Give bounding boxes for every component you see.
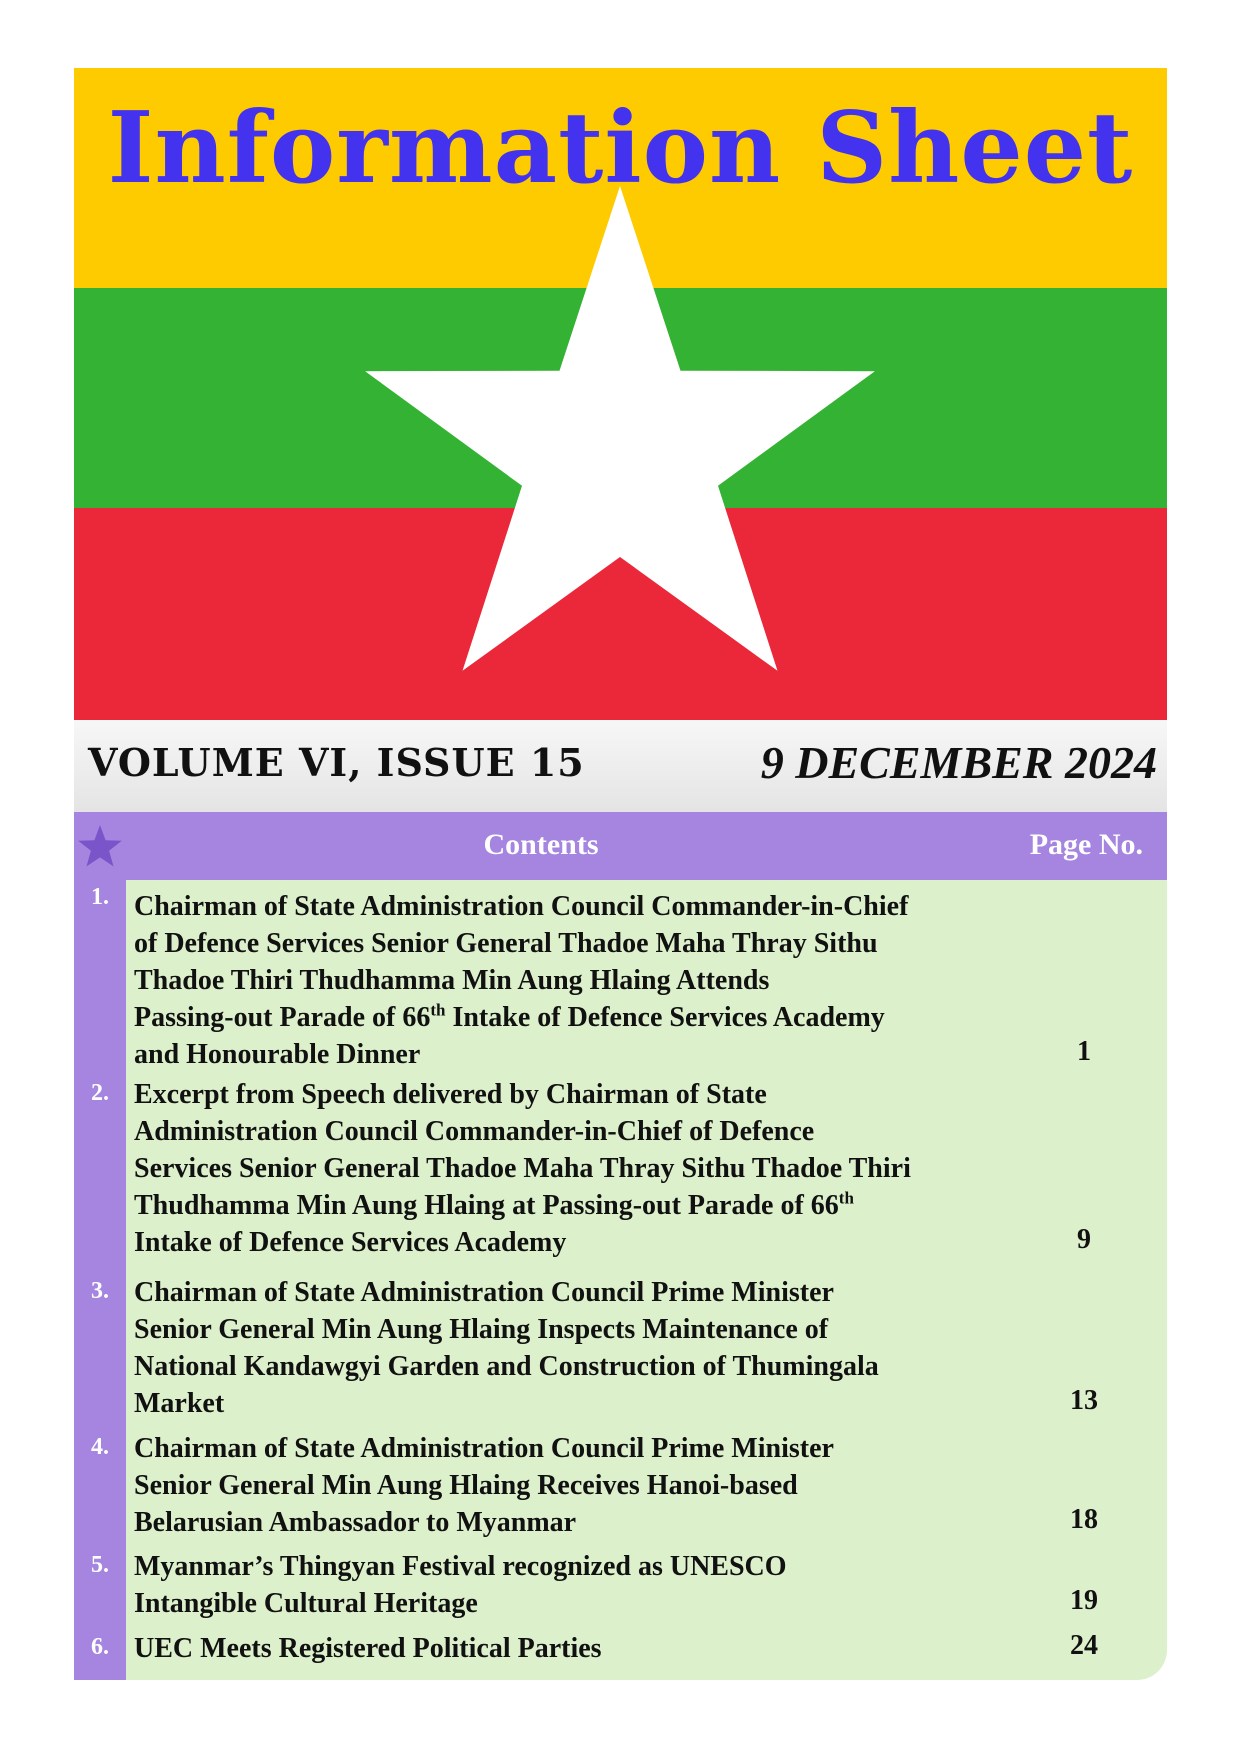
contents-header bbox=[126, 812, 1167, 880]
item-title[interactable] bbox=[134, 1430, 994, 1541]
item-title-line bbox=[134, 1187, 994, 1224]
volume-issue-label: VOLUME VI, ISSUE 15 bbox=[88, 740, 585, 785]
item-title[interactable] bbox=[134, 1548, 994, 1622]
number-column bbox=[74, 812, 126, 1680]
item-title-line: Myanmar’s Thingyan Festival recognized as UNESCO bbox=[134, 1551, 787, 1582]
item-title-text: Passing-out Parade of 66 bbox=[134, 1002, 431, 1033]
item-page-number: 19 bbox=[1070, 1585, 1098, 1616]
contents-table bbox=[74, 812, 1167, 1680]
contents-heading: Contents bbox=[483, 828, 599, 861]
star-icon bbox=[76, 822, 124, 870]
issue-date: 9 DECEMBER 2024 bbox=[760, 737, 1157, 788]
issue-bar bbox=[74, 720, 1167, 812]
item-title-line: Administration Council Commander-in-Chief of Defence bbox=[134, 1116, 815, 1147]
item-title-line: of Defence Services Senior General Thadoe Maha Thray Sithu bbox=[134, 928, 878, 959]
item-number: 2. bbox=[91, 1080, 109, 1106]
item-title-line: and Honourable Dinner bbox=[134, 1039, 421, 1070]
item-title[interactable] bbox=[134, 1076, 994, 1261]
item-title-line: UEC Meets Registered Political Parties bbox=[134, 1633, 602, 1664]
item-title-line: Services Senior General Thadoe Maha Thray Sithu Thadoe Thiri bbox=[134, 1153, 911, 1184]
item-title-line: National Kandawgyi Garden and Construction of Thumingala bbox=[134, 1351, 879, 1382]
item-title-text: Thudhamma Min Aung Hlaing at Passing-out Parade of 66 bbox=[134, 1190, 839, 1221]
item-title[interactable] bbox=[134, 1630, 994, 1667]
item-page-number: 1 bbox=[1077, 1036, 1091, 1067]
page-title: Information Sheet bbox=[107, 91, 1134, 206]
page-number-heading: Page No. bbox=[1029, 828, 1143, 861]
item-title-line: Chairman of State Administration Council Prime Minister bbox=[134, 1277, 834, 1308]
item-title[interactable] bbox=[134, 888, 994, 1073]
item-title-line: Chairman of State Administration Council Prime Minister bbox=[134, 1433, 834, 1464]
ordinal-suffix: th bbox=[838, 1188, 854, 1208]
item-title-text: Intake of Defence Services Academy bbox=[445, 1002, 885, 1033]
item-number: 6. bbox=[91, 1634, 109, 1660]
item-title-line bbox=[134, 999, 994, 1036]
flag-banner bbox=[74, 68, 1167, 720]
item-number: 5. bbox=[91, 1552, 109, 1578]
item-number: 4. bbox=[91, 1434, 109, 1460]
item-title-line: Excerpt from Speech delivered by Chairman of State bbox=[134, 1079, 767, 1110]
item-title-line: Market bbox=[134, 1388, 225, 1419]
item-title-line: Intake of Defence Services Academy bbox=[134, 1227, 567, 1258]
item-page-number: 9 bbox=[1077, 1224, 1091, 1255]
item-title-line: Thadoe Thiri Thudhamma Min Aung Hlaing Attends bbox=[134, 965, 770, 996]
item-title-line: Belarusian Ambassador to Myanmar bbox=[134, 1507, 577, 1538]
item-page-number: 18 bbox=[1070, 1504, 1098, 1535]
item-number: 1. bbox=[91, 884, 109, 910]
item-title-line: Senior General Min Aung Hlaing Inspects Maintenance of bbox=[134, 1314, 829, 1345]
item-title-line: Chairman of State Administration Council Commander-in-Chief bbox=[134, 891, 909, 922]
item-page-number: 24 bbox=[1070, 1630, 1098, 1661]
item-title[interactable] bbox=[134, 1274, 994, 1422]
item-title-line: Intangible Cultural Heritage bbox=[134, 1588, 478, 1619]
item-page-number: 13 bbox=[1070, 1385, 1098, 1416]
ordinal-suffix: th bbox=[430, 1000, 446, 1020]
item-title-line: Senior General Min Aung Hlaing Receives Hanoi-based bbox=[134, 1470, 798, 1501]
item-number: 3. bbox=[91, 1278, 109, 1304]
